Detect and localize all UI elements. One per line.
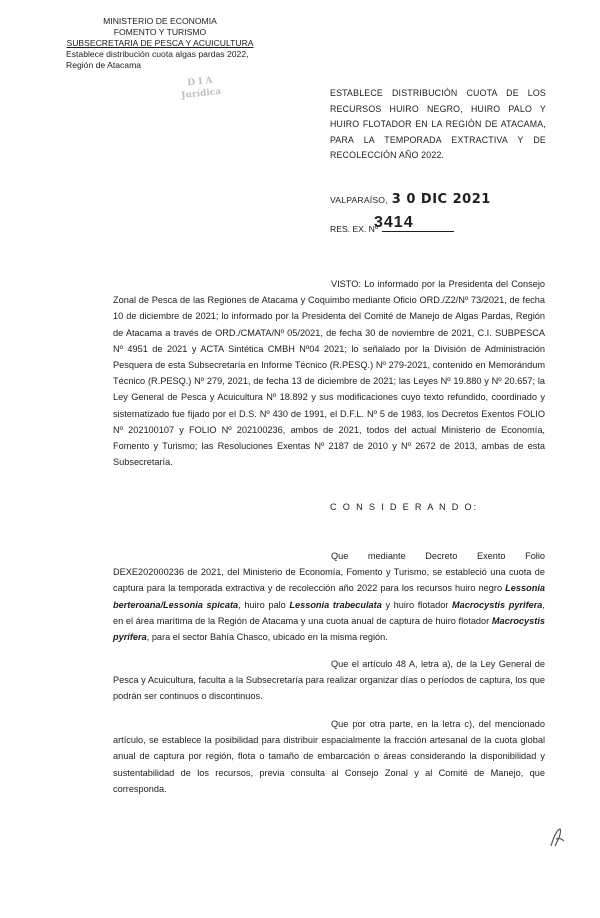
considerando-paragraph-3: Que por otra parte, en la letra c), del mencionado artículo, se establece la posibilidad para distribuir espacialmente la fracción artesanal de la cuota global anual de captura por región, flota o tamaño de embarcación o áreas considerando la disponibilidad y sustentabilidad de los recursos, previa consulta al Consejo Zonal y al Comité de Manejo, que corresponda.	[113, 719, 545, 794]
resolution-title: ESTABLECE DISTRIBUCIÓN CUOTA DE LOS RECURSOS HUIRO NEGRO, HUIRO PALO Y HUIRO FLOTADOR EN LA REGIÓN DE ATACAMA, PARA LA TEMPORADA EXTRACTIVA Y DE RECOLECCIÓN AÑO 2022.	[330, 88, 546, 161]
considerando-paragraph-2: Que el artículo 48 A, letra a), de la Ley General de Pesca y Acuicultura, faculta a la Subsecretaría para realizar organizar días o períodos de captura, los que podrán ser continuos o discontinuos.	[113, 659, 545, 702]
reference-line: Establece distribución cuota algas pardas 2022,	[66, 49, 249, 59]
species-name: Lessonia trabeculata	[289, 599, 382, 610]
letterhead	[60, 16, 260, 71]
date-stamp: 3 0 DIC 2021	[391, 192, 491, 207]
species-name: Macrocystis pyrifera	[113, 615, 545, 643]
ministry-name-2: FOMENTO Y TURISMO	[113, 27, 207, 37]
place-date	[330, 192, 491, 207]
resolution-number: 3414	[374, 214, 414, 231]
species-name: Lessonia berteroana/Lessonia spicata	[113, 583, 545, 610]
juridica-stamp: D I A Jurídica	[180, 75, 222, 102]
species-name: Macrocystis pyrifera	[451, 599, 543, 610]
region-line: Región de Atacama	[66, 60, 142, 70]
undersecretariat-name: SUBSECRETARIA DE PESCA Y ACUICULTURA	[66, 38, 254, 48]
considerando-paragraph-1: Que mediante Decreto Exento Folio DEXE202000236 de 2021, del Ministerio de Economía, Fomento y Turismo, se estableció una cuota de captura para la temporada extractiva y de recolección año 2022 para los recursos huiro negro Lessonia berteroana/Lessonia spicata, huiro palo Lessonia trabeculata y huiro flotador Macrocystis pyrifera, en el área marítima de la Región de Atacama y una cuota anual de captura de huiro flotador Macrocystis pyrifera, para el sector Bahía Chasco, ubicado en la misma región.	[113, 551, 545, 643]
ministry-name: MINISTERIO DE ECONOMIA	[103, 16, 217, 26]
visto-paragraph: VISTO: Lo informado por la Presidenta del Consejo Zonal de Pesca de las Regiones de Atacama y Coquimbo mediante Oficio ORD./Z2/Nº 73/2021, de fecha 10 de diciembre de 2021; lo informado por la Presidenta del Comité de Manejo de Algas Pardas, Región de Atacama a través de ORD./CMATA/Nº 05/2021, de fecha 30 de noviembre de 2021, C.I. SUBPESCA Nº 4951 de 2021 y ACTA Sintética CMBH Nº04 2021; lo señalado por la División de Administración Pesquera de esta Subsecretaría en Informe Técnico (R.PESQ.) Nº 279-2021, contenido en Memorándum Técnico (R.PESQ.) Nº 279, 2021, de fecha 13 de diciembre de 2021; las Leyes Nº 19.880 y Nº 20.657; la Ley General de Pesca y Acuicultura Nº 18.892 y sus modificaciones cuyo texto refundido, coordinado y sistematizado fue fijado por el D.S. Nº 430 de 1991, el D.F.L. Nº 5 de 1983, los Decretos Exentos FOLIO Nº 202100107 y FOLIO Nº 202100236, ambos de 2021, todos del actual Ministerio de Economía, Fomento y Turismo; las Resoluciones Exentas Nº 2187 de 2010 y Nº 2672 de 2013, ambas de esta Subsecretaría.	[113, 279, 545, 468]
resolution-number-line	[330, 214, 454, 234]
initials-mark	[548, 826, 566, 850]
resolution-label: RES. EX. Nº	[330, 224, 379, 234]
city: VALPARAÍSO,	[330, 195, 388, 205]
considerando-heading: C O N S I D E R A N D O:	[330, 502, 478, 512]
